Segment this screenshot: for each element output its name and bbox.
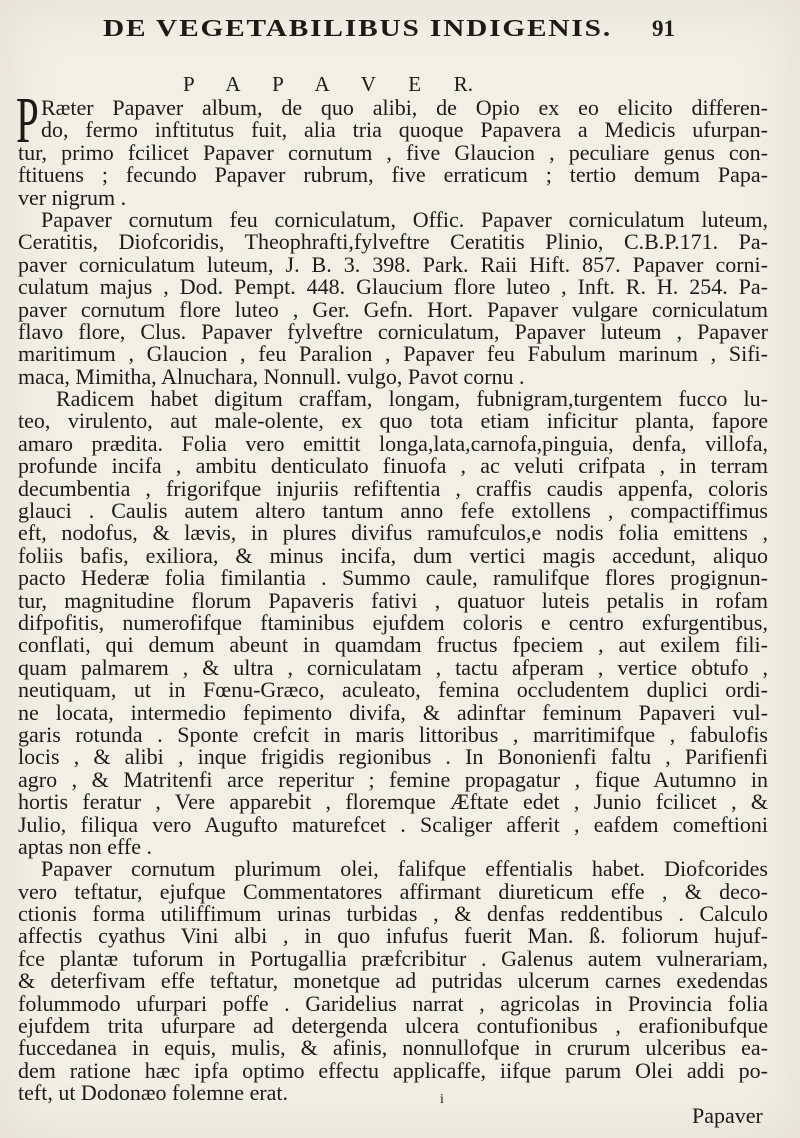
text-line: maritimum , Glaucion , feu Paralion , Papaver feu Fabulum marinum , Sifi- (18, 341, 768, 367)
text-line: tur, magnitudine florum Papaveris fativi , quatuor luteis petalis in rofam (18, 587, 768, 613)
text-line: aptas non effe . (18, 833, 152, 859)
text-line: ne locata, intermedio fepimento divifa, & adinftar feminum Papaveri vul- (18, 699, 768, 725)
text-line: eft, nodofus, & lævis, in plures divifus ramufculos,e nodis folia emittens , (18, 520, 768, 546)
text-line: Julio, filiqua vero Augufto maturefcet . Scaliger afferit , eafdem comeftioni (18, 811, 768, 837)
paragraph (18, 206, 768, 389)
text-line: & deterfivam effe teftatur, monetque ad putridas ulcerum carnes exedendas (18, 968, 768, 994)
text-line: vero teftatur, ejufque Commentatores affirmant diureticum effe , & deco- (18, 878, 768, 904)
text-line: decumbentia , frigorifque injuriis refiftentia , craffis caudis appenfa, coloris (18, 475, 768, 501)
text-line: conflati, qui demum abeunt in quamdam fructus fpeciem , aut exilem fili- (18, 632, 768, 658)
text-line: Papaver cornutum feu corniculatum, Offic. Papaver corniculatum luteum, (41, 206, 768, 232)
text-line: tur, primo fcilicet Papaver cornutum , five Glaucion , peculiare genus con- (18, 139, 768, 165)
text-line: Ceratitis, Diofcoridis, Theophrafti,fylveftre Ceratitis Plinio, C.B.P.171. Pa- (18, 229, 768, 255)
text-line: culatum majus , Dod. Pempt. 448. Glaucium flore luteo , Inft. R. H. 254. Pa- (18, 274, 768, 300)
section-title: P A P A V E R. (183, 72, 473, 96)
text-line: fce plantæ tuforum in Portugallia præfcribitur . Galenus autem vulnerariam, (18, 945, 768, 971)
text-line: teo, virulento, aut male-olente, ex quo tota etiam inficitur planta, fapore (18, 408, 768, 434)
text-line: quam palmarem , & ultra , corniculatam , tactu afperam , vertice obtufo , (18, 654, 768, 680)
paragraph (18, 97, 768, 209)
text-line: flavo flore, Clus. Papaver fylveftre corniculatum, Papaver luteum , Papaver (18, 318, 768, 344)
paragraph (18, 388, 768, 858)
text-line: Radicem habet digitum craffam, longam, fubnigram,turgentem fucco lu- (56, 386, 768, 412)
text-line: locis , & alibi , inque frigidis regionibus . In Bononienfi faltu , Parifienfi (18, 744, 768, 770)
signature-mark: i (440, 1092, 444, 1107)
text-line: paver corniculatum luteum, J. B. 3. 398. Park. Raii Hift. 857. Papaver corni- (18, 251, 768, 277)
text-line: maca, Mimitha, Alnuchara, Nonnull. vulgo, Pavot cornu . (18, 363, 525, 389)
catchword: Papaver (692, 1103, 763, 1128)
text-line: foliis bafis, exiliora, & minus incifa, dum vertici magis accedunt, aliquo (18, 542, 768, 568)
text-line: amaro prædita. Folia vero emittit longa,lata,carnofa,pinguia, denfa, villofa, (18, 430, 768, 456)
text-line: do, fermo inftitutus fuit, alia tria quoque Papavera a Medicis ufurpan- (41, 117, 768, 143)
text-line: hortis feratur , Vere apparebit , floremque Æftate edet , Junio fcilicet , & (18, 789, 768, 815)
text-line: difpofitis, numerofifque ftaminibus ejufdem coloris e centro exfurgentibus, (18, 609, 768, 635)
text-line: pacto Hederæ folia fimilantia . Summo caule, ramulifque flores progignun- (18, 565, 768, 591)
text-line: profunde incifa , ambitu denticulato finuofa , ac veluti crifpata , in terram (18, 453, 768, 479)
paragraph (18, 858, 768, 1104)
text-line: folummodo ufurpari poffe . Garidelius narrat , agricolas in Provincia folia (18, 990, 768, 1016)
text-line: dem ratione hæc ipfa optimo effectu applicaffe, iifque parum Olei addi po- (18, 1057, 768, 1083)
text-line: agro , & Matritenfi arce reperitur ; femine propagatur , fique Autumno in (18, 766, 768, 792)
text-line: ejufdem trita ufurpare ad detergenda ulcera contufionibus , erafionibufque (18, 1013, 768, 1039)
text-line: Ræter Papaver album, de quo alibi, de Opio ex eo elicito differen- (41, 95, 768, 120)
text-line: neutiquam, ut in Fœnu-Græco, aculeato, femina occludentem duplici ordi- (18, 677, 768, 703)
text-line: ftituens ; fecundo Papaver rubrum, five erraticum ; tertio demum Papa- (18, 162, 768, 188)
body-text (18, 97, 768, 1105)
drop-cap: P (16, 84, 39, 157)
page-number: 91 (652, 16, 675, 41)
text-line: glauci . Caulis autem altero tantum anno fefe extollens , compactiffimus (18, 498, 768, 524)
text-line: ctionis forma utiliffimum urinas turbidas , & denfas reddentibus . Calculo (18, 901, 768, 927)
text-line: teft, ut Dodonæo folemne erat. (18, 1080, 289, 1106)
text-line: garis rotunda . Sponte crefcit in maris littoribus , marritimifque , fabulofis (18, 721, 768, 747)
text-line: ver nigrum . (18, 184, 127, 210)
running-head: DE VEGETABILIBUS INDIGENIS. (103, 16, 612, 42)
text-line: Papaver cornutum plurimum olei, falifque effentialis habet. Diofcorides (41, 856, 768, 882)
text-line: affectis cyathus Vini albi , in quo infufus fuerit Man. ß. foliorum hujuf- (18, 923, 768, 949)
text-line: paver cornutum flore luteo , Ger. Gefn. Hort. Papaver vulgare corniculatum (18, 296, 768, 322)
text-line: fuccedanea in equis, mulis, & afinis, nonnullofque in crurum ulceribus ea- (18, 1035, 768, 1061)
